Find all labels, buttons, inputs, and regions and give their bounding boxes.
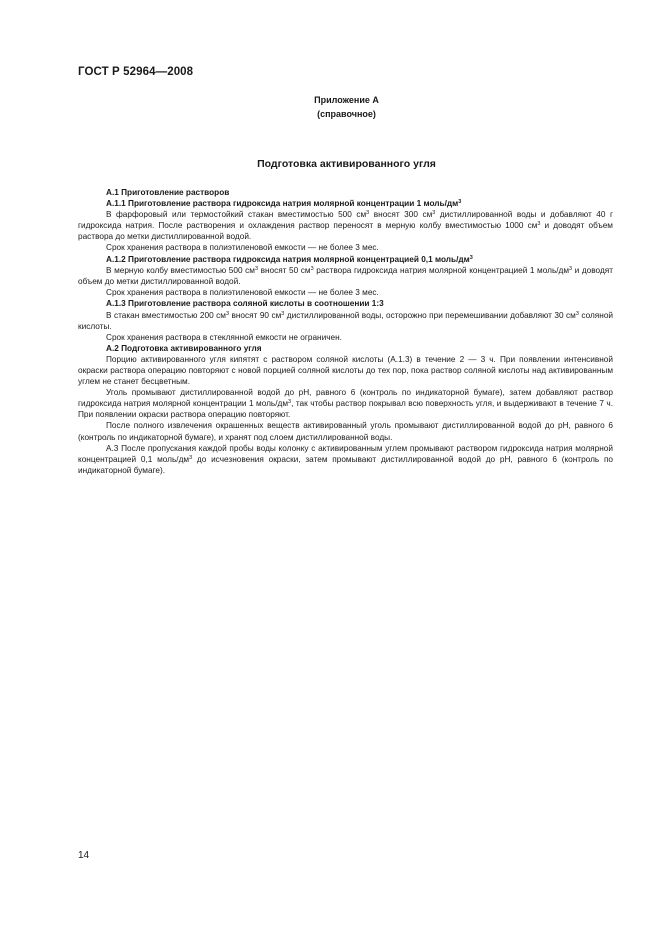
text-run: Срок хранения раствора в полиэтиленовой емкости — не более 3 мес.	[106, 287, 379, 297]
section-heading	[78, 343, 613, 354]
section-heading	[78, 187, 613, 198]
superscript: 3	[569, 265, 573, 272]
body-paragraph	[78, 310, 613, 332]
body-paragraph	[78, 354, 613, 387]
body-paragraph	[78, 209, 613, 242]
text-run: раствора гидроксида натрия молярной концентрацией 1 моль/дм	[313, 265, 570, 275]
body-paragraph	[78, 443, 613, 476]
text-run: вносят 300 см	[369, 210, 433, 220]
text-run: соляной кислоты.	[78, 310, 614, 331]
text-run: А.2 Подготовка активированного угля	[106, 344, 262, 354]
annex-title: Приложение А	[314, 95, 379, 105]
text-run: А.1.1 Приготовление раствора гидроксида натрия молярной концентрации 1 моль/дм	[106, 199, 459, 209]
text-run: дистиллированной воды, осторожно при перемешивании добавляют 30 см	[284, 310, 576, 320]
section-heading	[78, 298, 613, 309]
superscript: 3	[189, 454, 193, 461]
superscript: 3	[288, 399, 292, 406]
body-paragraph	[78, 242, 613, 253]
superscript: 3	[432, 209, 436, 216]
superscript: 3	[281, 310, 285, 317]
text-run: Срок хранения раствора в стеклянной емкости не ограничен.	[106, 332, 342, 342]
text-run: А.1 Приготовление растворов	[106, 187, 230, 197]
body-paragraph	[78, 287, 613, 298]
text-run: А.3 После пропускания каждой пробы воды колонку с активированным углем промывают раствором гидроксида натрия молярной концентрацией 0,1 моль/дм	[78, 443, 613, 464]
text-run: и доводят объем до метки дистиллированной водой.	[78, 265, 614, 286]
superscript: 3	[537, 220, 541, 227]
text-run: А.1.2 Приготовление раствора гидроксида натрия молярной концентрацией 0,1 моль/дм	[106, 254, 470, 264]
text-run: дистиллированной воды и добавляют 40 г гидроксида натрия. После растворения и охлаждения раствор переносят в мерную колбу вместимостью 1000 см	[78, 210, 613, 231]
section-heading	[78, 254, 613, 265]
body-paragraph	[78, 332, 613, 343]
superscript: 3	[366, 209, 370, 216]
superscript: 3	[225, 310, 230, 317]
text-run: и доводят объем раствора до метки дистиллированной водой.	[78, 221, 613, 242]
text-run: В мерную колбу вместимостью 500 см	[106, 265, 255, 275]
text-run: вносят 90 см	[229, 310, 282, 320]
text-run: Порцию активированного угля кипятят с раствором соляной кислоты (А.1.3) в течение 2 — 3 ч. При появлении интенсивной окраски раствора операцию повторяют с новой порцией соляной кислоты до тех пор, пока раствор соляной кислоты над активированным углем не станет бесцветным.	[78, 355, 613, 387]
superscript: 3	[254, 265, 259, 272]
section-title: Подготовка активированного угля	[257, 158, 436, 170]
text-run: Срок хранения раствора в полиэтиленовой емкости — не более 3 мес.	[106, 243, 379, 253]
text-run: После полного извлечения окрашенных веществ активированный уголь промывают дистиллированной водой до рН, равного 6 (контроль по индикаторной бумаге), и хранят под слоем дистиллированной воды.	[78, 421, 613, 442]
text-run: В фарфоровый или термостойкий стакан вместимостью 500 см	[106, 210, 367, 220]
body-paragraph	[78, 387, 613, 420]
superscript: 3	[469, 254, 473, 261]
annex-subtitle: (справочное)	[317, 109, 376, 119]
text-run: , так чтобы раствор покрывал всю поверхность угля, и выдерживают в течение 7 ч. При появлении окраски раствора операцию повторяют.	[78, 399, 614, 420]
superscript: 3	[458, 198, 462, 205]
text-run: А.1.3 Приготовление раствора соляной кислоты в соотношении 1:3	[106, 299, 384, 309]
superscript: 3	[310, 265, 314, 272]
body-paragraph	[78, 420, 613, 442]
page-number: 14	[78, 850, 90, 861]
standard-id: ГОСТ Р 52964—2008	[78, 66, 194, 78]
text-run: до исчезновения окраски, затем промывают дистиллированной водой до рН, равного 6 (контроль по индикаторной бумаге).	[78, 454, 613, 475]
text-run: В стакан вместимостью 200 см	[106, 310, 226, 320]
document-body	[78, 186, 613, 476]
superscript: 3	[575, 310, 579, 317]
body-paragraph	[78, 265, 613, 287]
text-run: Уголь промывают дистиллированной водой до рН, равного 6 (контроль по индикаторной бумаге), затем добавляют раствор гидроксида натрия молярной концентрации 1 моль/дм	[78, 388, 613, 409]
section-heading	[78, 198, 613, 209]
text-run: вносят 50 см	[258, 265, 311, 275]
